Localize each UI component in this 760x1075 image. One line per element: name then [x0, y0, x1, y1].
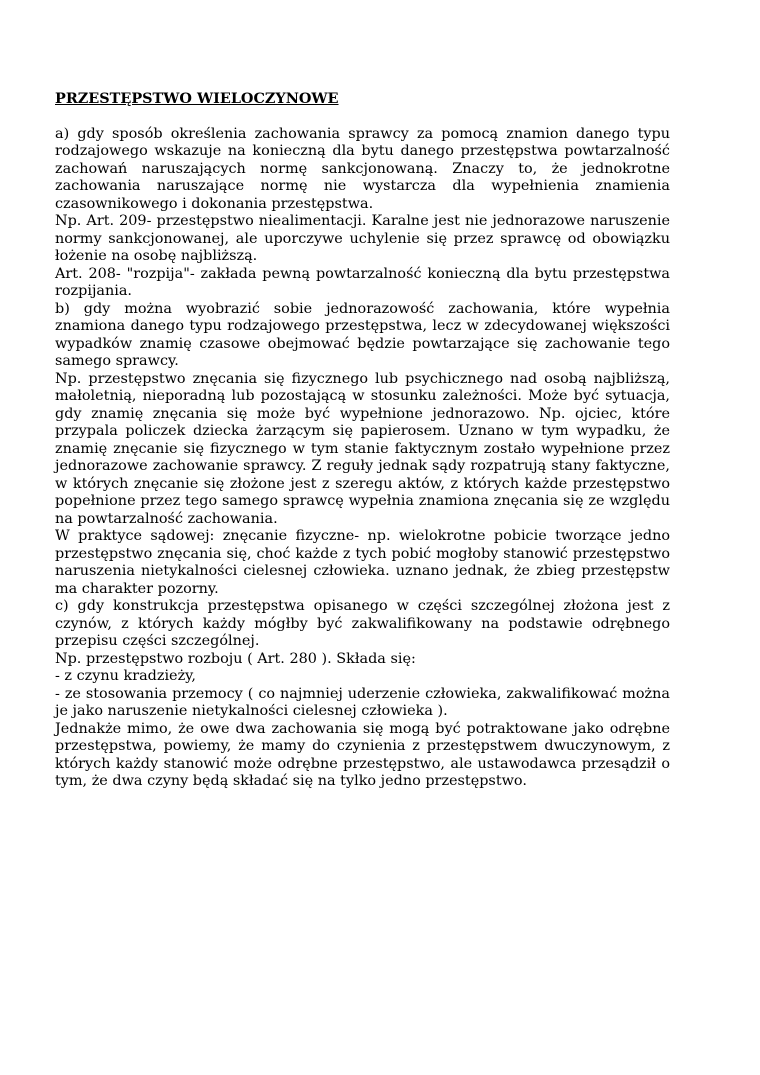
paragraph-conclusion: Jednakże mimo, że owe dwa zachowania się mogą być potraktowane jako odrębne przestępstwa, powiemy, że mamy do czynienia z przestępstwem dwuczynowym, z których każdy stanowić może odrębne przestępstwo, ale ustawodawca przesądził o tym, że dwa czyny będą składać się na tylko jedno przestępstwo. — [55, 720, 670, 789]
paragraph-praktyka-sadowa: W praktyce sądowej: znęcanie fizyczne- np. wielokrotne pobicie tworzące jedno przestępstwo znęcania się, choć każde z tych pobić mogłoby stanowić przestępstwo naruszenia nietykalności cielesnej człowieka. uznano jednak, że zbieg przestępstw ma charakter pozorny. — [55, 528, 670, 597]
document-title: PRZESTĘPSTWO WIELOCZYNOWE — [55, 90, 339, 107]
paragraph-example-art-209: Np. Art. 209- przestępstwo niealimentacji. Karalne jest nie jednorazowe naruszenie normy sankcjonowanej, ale uporczywe uchylenie się przez sprawcę od obowiązku łożenie na osobę najbliższą. — [55, 213, 670, 264]
paragraph-b: b) gdy można wyobrazić sobie jednorazowość zachowania, które wypełnia znamiona danego typu rodzajowego przestępstwa, lecz w zdecydowanej większości wypadków znamię czasowe obejmować będzie powtarzające się zachowanie tego samego sprawcy. — [55, 300, 670, 369]
paragraph-c: c) gdy konstrukcja przestępstwa opisanego w części szczególnej złożona jest z czynów, z których każdy mógłby być zakwalifikowany na podstawie odrębnego przepisu części szczególnej. — [55, 598, 670, 649]
document-page — [55, 90, 670, 791]
paragraph-example-znecanie: Np. przestępstwo znęcania się fizycznego lub psychicznego nad osobą najbliższą, małoletnią, nieporadną lub pozostającą w stosunku zależności. Może być sytuacja, gdy znamię znęcania się może być wypełnione jednorazowo. Np. ojciec, które przypala policzek dziecka żarzącym się papierosem. Uznano w tym wypadku, że znamię znęcanie się fizycznego w tym stanie faktycznym zostało wypełnione przez jednorazowe zachowanie sprawcy. Z reguły jednak sądy rozpatrują stany faktyczne, w których znęcanie się złożone jest z szeregu aktów, z których każde przestępstwo popełnione przez tego samego sprawcę wypełnia znamiona znęcania się ze względu na powtarzalność zachowania. — [55, 370, 670, 527]
list-item-przemoc: - ze stosowania przemocy ( co najmniej uderzenie człowieka, zakwalifikować można je jako naruszenie nietykalności cielesnej człowieka ). — [55, 685, 670, 719]
paragraph-example-rozboj: Np. przestępstwo rozboju ( Art. 280 ). Składa się: — [55, 650, 416, 667]
list-item-kradziez: - z czynu kradzieży, — [55, 668, 196, 684]
paragraph-art-208: Art. 208- "rozpija"- zakłada pewną powtarzalność konieczną dla bytu przestępstwa rozpijania. — [55, 265, 670, 299]
paragraph-a: a) gdy sposób określenia zachowania sprawcy za pomocą znamion danego typu rodzajowego wskazuje na konieczną dla bytu danego przestępstwa powtarzalność zachowań naruszających normę sankcjonowaną. Znaczy to, że jednokrotne zachowania naruszające normę nie wystarcza dla wypełnienia znamienia czasownikowego i dokonania przestępstwa. — [55, 125, 670, 212]
